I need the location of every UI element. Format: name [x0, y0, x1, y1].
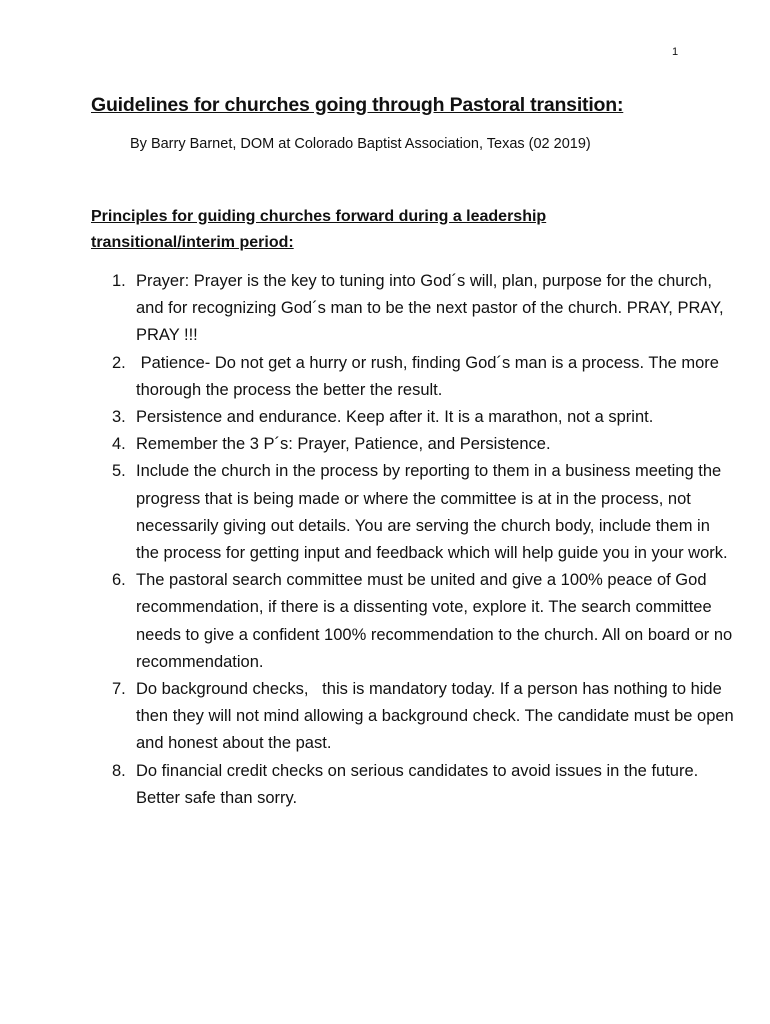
list-item-text: Do background checks, this is mandatory today. If a person has nothing to hide then they will not mind allowing a background check. The candidate must be open and honest about the past. — [136, 680, 739, 753]
list-item-text: Include the church in the process by reporting to them in a business meeting the progress that is being made or where the committee is at in the process, not necessarily giving out details. You are serving the church body, include them in the process for getting input and feedback which will help guide you in your work. — [136, 462, 728, 563]
document-title: Guidelines for churches going through Pastoral transition: — [91, 94, 624, 116]
list-item-text: Patience- Do not get a hurry or rush, finding God´s man is a process. The more thorough the process the better the result. — [136, 353, 724, 399]
page-number: 1 — [672, 46, 679, 58]
list-item-text: Prayer: Prayer is the key to tuning into God´s will, plan, purpose for the church, and for recognizing God´s man to be the next pastor of the church. PRAY, PRAY, PRAY !!! — [136, 272, 724, 345]
list-item — [112, 758, 736, 812]
list-item-number: 3. — [112, 408, 126, 427]
list-item-number: 7. — [112, 680, 126, 699]
list-item-text: Do financial credit checks on serious candidates to avoid issues in the future. Better safe than sorry. — [136, 761, 699, 807]
section-heading: Principles for guiding churches forward during a leadership transitional/interim period: — [91, 208, 547, 251]
list-item — [112, 458, 736, 567]
list-item — [112, 350, 736, 404]
list-item-number: 4. — [112, 435, 126, 454]
list-item-text: The pastoral search committee must be united and give a 100% peace of God recommendation, if there is a dissenting vote, explore it. The search committee needs to give a confident 100% recommendation to the church. All on board or no recommendation. — [136, 571, 733, 671]
list-item — [112, 404, 736, 431]
list-item — [112, 431, 736, 458]
author-byline: By Barry Barnet, DOM at Colorado Baptist Association, Texas (02 2019) — [130, 136, 591, 152]
list-item-number: 8. — [112, 761, 126, 780]
list-item-number: 2. — [112, 353, 126, 372]
list-item-text: Remember the 3 P´s: Prayer, Patience, and Persistence. — [136, 435, 551, 454]
list-item-number: 5. — [112, 462, 126, 481]
list-item-text: Persistence and endurance. Keep after it. It is a marathon, not a sprint. — [136, 408, 654, 427]
list-item — [112, 567, 736, 676]
principles-list — [91, 268, 739, 812]
list-item-number: 6. — [112, 571, 126, 590]
list-item — [112, 676, 739, 758]
list-item-number: 1. — [112, 272, 126, 290]
list-item — [112, 268, 736, 350]
